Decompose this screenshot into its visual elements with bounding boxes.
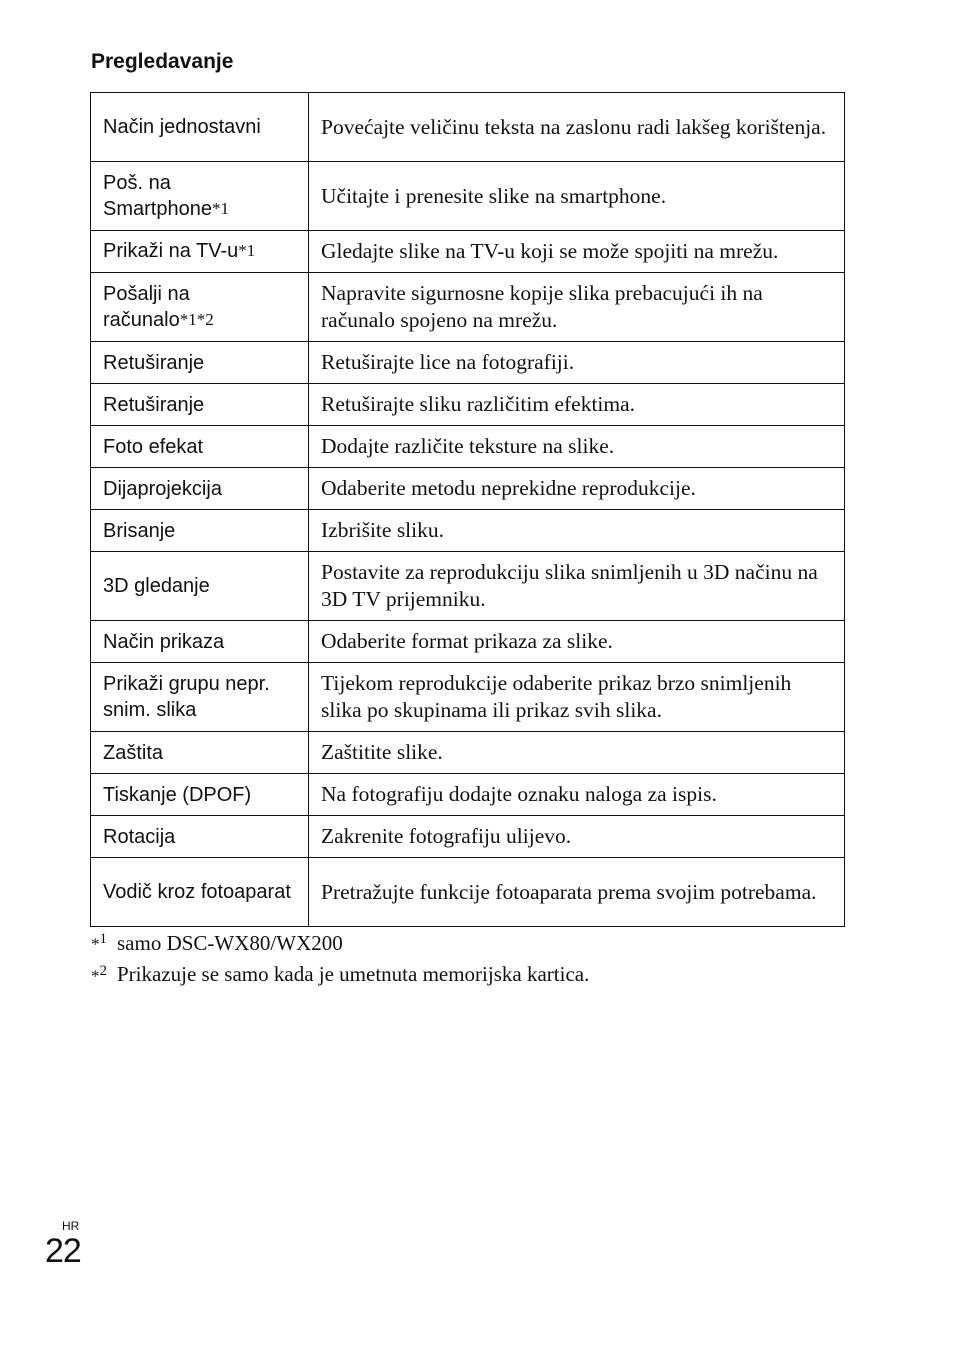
menu-item-name: Retuširanje xyxy=(103,351,205,374)
menu-item-name: Način jednostavni xyxy=(103,116,261,138)
footnote-marker: *$^2$ xyxy=(91,962,107,986)
menu-item-description: Odaberite metodu neprekidne reprodukcije. xyxy=(309,468,845,510)
table-row xyxy=(91,816,845,858)
footnotes xyxy=(91,926,589,989)
table-row xyxy=(91,552,845,621)
menu-item-name: Prikaži grupu nepr. snim. slika xyxy=(103,673,270,721)
section-title: Pregledavanje xyxy=(91,50,234,73)
menu-item-description: Retuširajte sliku različitim efektima. xyxy=(309,384,845,426)
menu-item-name: Brisanje xyxy=(103,519,176,542)
menu-item-name: 3D gledanje xyxy=(103,575,210,597)
menu-item-name: Rotacija xyxy=(103,825,176,848)
table-row xyxy=(91,774,845,816)
table-row xyxy=(91,162,845,231)
footnote xyxy=(91,958,589,990)
menu-item-description: Tijekom reprodukcije odaberite prikaz brzo snimljenih slika po skupinama ili prikaz svih slika. xyxy=(309,663,845,732)
menu-item-name: Prikaži na TV-u xyxy=(103,240,239,262)
table-row xyxy=(91,858,845,927)
menu-item-name: Retuširanje xyxy=(103,393,205,416)
footnote-marker: *$^1$ xyxy=(91,931,107,954)
menu-item-description: Odaberite format prikaza za slike. xyxy=(309,621,845,663)
table-row xyxy=(91,93,845,162)
table-row xyxy=(91,273,845,342)
menu-item-description: Retuširajte lice na fotografiji. xyxy=(309,342,845,384)
menu-item-description: Pretražujte funkcije fotoaparata prema svojim potrebama. xyxy=(309,858,845,927)
menu-item-description: Učitajte i prenesite slike na smartphone. xyxy=(309,162,845,231)
table-row xyxy=(91,342,845,384)
menu-item-name: Tiskanje (DPOF) xyxy=(103,783,252,806)
menu-item-name: Zaštita xyxy=(103,741,164,764)
menu-item-description: Zaštitite slike. xyxy=(309,732,845,774)
menu-item-name: Pošalji na računalo xyxy=(103,282,190,331)
menu-item-description: Povećajte veličinu teksta na zaslonu radi lakšeg korištenja. xyxy=(309,93,845,162)
table-row xyxy=(91,621,845,663)
page-number: 22 xyxy=(45,1232,81,1270)
table-row xyxy=(91,384,845,426)
footnote-mark: *1 xyxy=(238,241,256,260)
menu-item-name: Način prikaza xyxy=(103,630,225,653)
table-row xyxy=(91,468,845,510)
table-row xyxy=(91,732,845,774)
language-code: HR xyxy=(62,1219,80,1233)
table-row xyxy=(91,663,845,732)
menu-item-description: Napravite sigurnosne kopije slika prebacujući ih na računalo spojeno na mrežu. xyxy=(309,273,845,342)
footnote xyxy=(91,926,589,958)
menu-item-description: Na fotografiju dodajte oznaku naloga za ispis. xyxy=(309,774,845,816)
menu-item-description: Dodajte različite teksture na slike. xyxy=(309,426,845,468)
menu-item-name: Foto efekat xyxy=(103,435,204,458)
table-row xyxy=(91,231,845,273)
footnote-mark: *1 xyxy=(211,198,229,218)
menu-item-description: Postavite za reprodukciju slika snimljenih u 3D načinu na 3D TV prijemniku. xyxy=(309,552,845,621)
menu-item-description: Izbrišite sliku. xyxy=(309,510,845,552)
menu-item-name: Dijaprojekcija xyxy=(103,477,222,500)
menu-item-description: Zakrenite fotografiju ulijevo. xyxy=(309,816,845,858)
menu-item-description: Gledajte slike na TV-u koji se može spojiti na mrežu. xyxy=(309,231,845,273)
menu-item-name: Poš. na Smartphone xyxy=(103,171,212,220)
table-row xyxy=(91,426,845,468)
menu-item-name: Vodič kroz fotoaparat xyxy=(103,881,291,903)
footnote-text: samo DSC-WX80/WX200 xyxy=(117,930,343,955)
footnote-mark: *1*2 xyxy=(179,309,214,329)
table-row xyxy=(91,510,845,552)
footnote-text: Prikazuje se samo kada je umetnuta memorijska kartica. xyxy=(117,962,590,987)
playback-menu-table xyxy=(90,92,845,927)
